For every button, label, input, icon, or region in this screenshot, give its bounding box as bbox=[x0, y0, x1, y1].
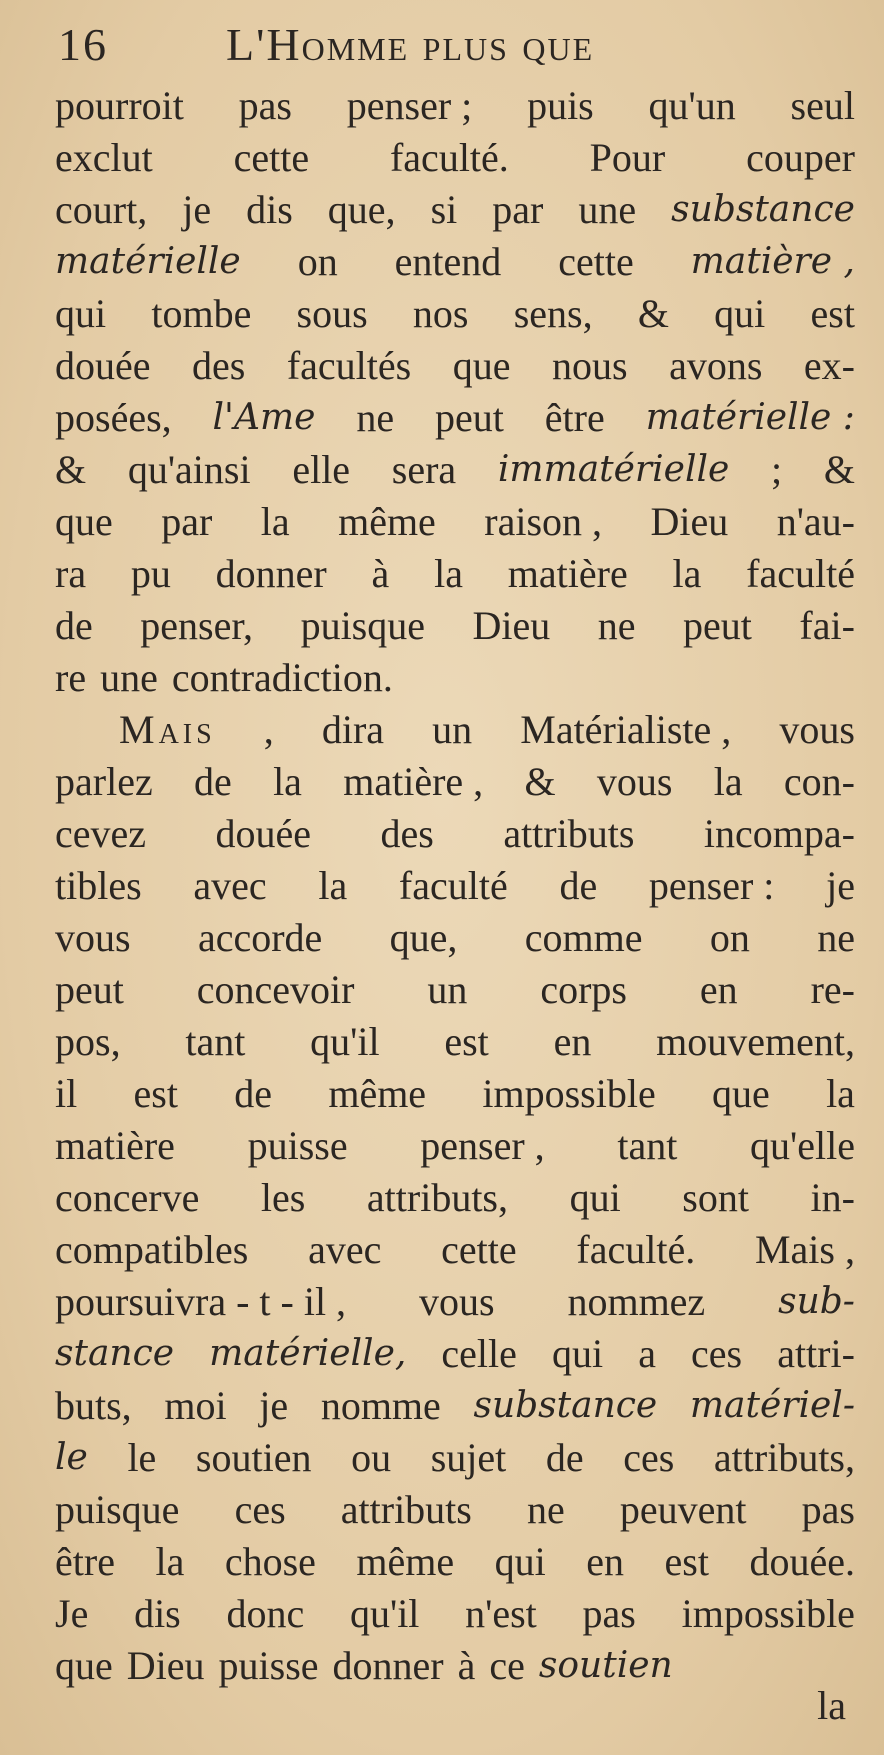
word: soutien bbox=[195, 1435, 312, 1480]
word: puisque bbox=[55, 1487, 180, 1532]
text-line bbox=[55, 860, 855, 912]
text-line bbox=[55, 1224, 855, 1276]
word: qu'il bbox=[310, 1019, 380, 1064]
word: la bbox=[672, 551, 702, 596]
word: cette bbox=[233, 135, 310, 180]
word: avec bbox=[193, 863, 267, 908]
word: est bbox=[810, 291, 855, 336]
word: attributs bbox=[503, 811, 635, 856]
word: qui bbox=[55, 291, 107, 336]
text-line bbox=[55, 444, 855, 496]
word: puis bbox=[527, 83, 594, 128]
text-line bbox=[55, 704, 855, 756]
text-line bbox=[55, 756, 855, 808]
word: fai- bbox=[799, 603, 855, 648]
word: concerve bbox=[55, 1175, 200, 1220]
word: je bbox=[259, 1383, 289, 1428]
text-line bbox=[55, 964, 855, 1016]
word: est bbox=[444, 1019, 489, 1064]
word: concevoir bbox=[196, 967, 355, 1012]
word: la bbox=[826, 1071, 855, 1116]
page-number: 16 bbox=[58, 19, 108, 70]
text-line bbox=[55, 652, 855, 704]
word: & bbox=[524, 759, 556, 804]
word: peuvent bbox=[619, 1487, 747, 1532]
word: faculté bbox=[746, 551, 855, 596]
italic-word: matérielle bbox=[55, 241, 241, 282]
word: douée bbox=[215, 811, 312, 856]
word: Dieu bbox=[126, 1643, 205, 1688]
word: puisque bbox=[300, 603, 425, 648]
word: donner bbox=[215, 551, 327, 596]
word: ; bbox=[771, 447, 783, 492]
word: que bbox=[55, 1643, 113, 1688]
word: les bbox=[260, 1175, 306, 1220]
word: & bbox=[823, 447, 855, 492]
word: vous bbox=[418, 1279, 495, 1324]
word: cevez bbox=[55, 811, 147, 856]
text-line bbox=[55, 1328, 855, 1380]
word: ex- bbox=[803, 343, 855, 388]
text-line bbox=[55, 1380, 855, 1432]
word: attri- bbox=[777, 1331, 855, 1376]
italic-word: sub- bbox=[778, 1281, 855, 1322]
word: qu'ainsi bbox=[127, 447, 251, 492]
word: Dieu bbox=[472, 603, 551, 648]
word: tant bbox=[185, 1019, 246, 1064]
word: même bbox=[338, 499, 436, 544]
word: tombe bbox=[151, 291, 252, 336]
text-line bbox=[55, 236, 855, 288]
text-line bbox=[55, 288, 855, 340]
word: être bbox=[55, 1539, 115, 1584]
word: dira bbox=[321, 707, 385, 752]
word: de bbox=[194, 759, 232, 804]
text-line bbox=[55, 548, 855, 600]
word: qui bbox=[551, 1331, 604, 1376]
word: sens, bbox=[513, 291, 593, 336]
word: nos bbox=[412, 291, 469, 336]
italic-word: stance bbox=[55, 1333, 175, 1374]
word: la bbox=[273, 759, 302, 804]
word: ces bbox=[234, 1487, 286, 1532]
text-line bbox=[55, 80, 855, 132]
word: puisse bbox=[218, 1643, 319, 1688]
word: facultés bbox=[286, 343, 412, 388]
word: a bbox=[638, 1331, 656, 1376]
word: être bbox=[544, 395, 605, 440]
word: donc bbox=[226, 1591, 305, 1636]
italic-word: matérielle : bbox=[645, 397, 855, 438]
word: qu'elle bbox=[750, 1123, 855, 1168]
word: n'au- bbox=[776, 499, 855, 544]
word: attributs bbox=[340, 1487, 472, 1532]
word: est bbox=[133, 1071, 178, 1116]
italic-word: le bbox=[55, 1437, 88, 1478]
word: on bbox=[297, 239, 338, 284]
text-line bbox=[55, 1120, 855, 1172]
text-line bbox=[55, 1640, 855, 1692]
text-line bbox=[55, 1068, 855, 1120]
word: Pour bbox=[589, 135, 666, 180]
word: comme bbox=[524, 915, 643, 960]
word: vous bbox=[55, 915, 131, 960]
word: peut bbox=[434, 395, 504, 440]
word: la bbox=[318, 863, 348, 908]
word: de bbox=[545, 1435, 584, 1480]
word: que bbox=[712, 1071, 770, 1116]
word: attributs, bbox=[713, 1435, 855, 1480]
word: douée bbox=[55, 343, 151, 388]
word: la bbox=[713, 759, 743, 804]
word: faculté. bbox=[389, 135, 509, 180]
text-line bbox=[55, 1536, 855, 1588]
italic-word: matérielle, bbox=[209, 1333, 407, 1374]
italic-word: substance bbox=[671, 189, 855, 230]
word: qui bbox=[494, 1539, 546, 1584]
word: pos, bbox=[55, 1019, 121, 1064]
word: , bbox=[263, 707, 274, 752]
word: est bbox=[664, 1539, 709, 1584]
text-line bbox=[55, 808, 855, 860]
word: accorde bbox=[197, 915, 323, 960]
word: donner bbox=[332, 1643, 444, 1688]
word: que, bbox=[389, 915, 458, 960]
word: re bbox=[55, 655, 87, 700]
word: ces bbox=[623, 1435, 675, 1480]
word: penser : bbox=[648, 863, 775, 908]
word: sous bbox=[296, 291, 368, 336]
word: qui bbox=[714, 291, 766, 336]
word: corps bbox=[540, 967, 627, 1012]
text-line bbox=[55, 340, 855, 392]
word: un bbox=[427, 967, 468, 1012]
word: une bbox=[100, 655, 158, 700]
word: compatibles bbox=[55, 1227, 249, 1272]
word: impossible bbox=[482, 1071, 656, 1116]
word: chose bbox=[224, 1539, 316, 1584]
word: sera bbox=[391, 447, 457, 492]
word: avec bbox=[308, 1227, 382, 1272]
word: re- bbox=[810, 967, 855, 1012]
word: parlez bbox=[55, 759, 153, 804]
word: Dieu bbox=[650, 499, 729, 544]
word: Je bbox=[55, 1591, 89, 1636]
word: celle bbox=[441, 1331, 517, 1376]
word: matière bbox=[55, 1123, 175, 1168]
word: cette bbox=[441, 1227, 517, 1272]
word: si bbox=[430, 187, 458, 232]
word: même bbox=[356, 1539, 455, 1584]
word: ce bbox=[489, 1643, 525, 1688]
word: des bbox=[380, 811, 434, 856]
word: ne bbox=[817, 915, 855, 960]
word: ces bbox=[691, 1331, 743, 1376]
text-line bbox=[55, 600, 855, 652]
word: le bbox=[127, 1435, 157, 1480]
word: nomme bbox=[320, 1383, 441, 1428]
word: la bbox=[434, 551, 463, 596]
word: court, bbox=[55, 187, 148, 232]
text-line bbox=[55, 1172, 855, 1224]
word: de bbox=[234, 1071, 273, 1116]
word: pas bbox=[801, 1487, 855, 1532]
text-line bbox=[55, 1588, 855, 1640]
word: je bbox=[182, 187, 212, 232]
word: on bbox=[709, 915, 750, 960]
word: incompa- bbox=[703, 811, 855, 856]
italic-word: matériel- bbox=[689, 1385, 855, 1426]
word: n'est bbox=[465, 1591, 537, 1636]
word: moi bbox=[164, 1383, 227, 1428]
word: faculté bbox=[398, 863, 508, 908]
word: vous bbox=[596, 759, 673, 804]
word: sont bbox=[682, 1175, 749, 1220]
word: sujet bbox=[430, 1435, 507, 1480]
text-line bbox=[55, 496, 855, 548]
text-line bbox=[55, 392, 855, 444]
text-line bbox=[55, 1276, 855, 1328]
word: en bbox=[699, 967, 738, 1012]
text-line bbox=[55, 132, 855, 184]
word: exclut bbox=[55, 135, 153, 180]
text-line bbox=[55, 912, 855, 964]
word: qu'il bbox=[349, 1591, 420, 1636]
word: vous bbox=[779, 707, 855, 752]
word: par bbox=[161, 499, 213, 544]
catchword: la bbox=[817, 1683, 846, 1728]
word: de bbox=[55, 603, 93, 648]
word: que bbox=[55, 499, 113, 544]
word: ne bbox=[526, 1487, 565, 1532]
word: buts, bbox=[55, 1383, 132, 1428]
italic-word: substance bbox=[473, 1385, 658, 1426]
text-line bbox=[55, 1484, 855, 1536]
word: & bbox=[55, 447, 87, 492]
word: contradiction. bbox=[171, 655, 393, 700]
word: penser , bbox=[420, 1123, 545, 1168]
word: puisse bbox=[247, 1123, 348, 1168]
word: que, bbox=[327, 187, 396, 232]
word: posées, bbox=[55, 395, 172, 440]
word: par bbox=[492, 187, 544, 232]
word: de bbox=[559, 863, 598, 908]
word: à bbox=[457, 1643, 476, 1688]
word: qui bbox=[569, 1175, 621, 1220]
word: Mais , bbox=[754, 1227, 855, 1272]
word: elle bbox=[292, 447, 351, 492]
word: en bbox=[553, 1019, 592, 1064]
italic-word: matière , bbox=[690, 241, 855, 282]
word: Matérialiste , bbox=[520, 707, 732, 752]
text-line bbox=[55, 184, 855, 236]
word: je bbox=[826, 863, 855, 908]
word: Mais bbox=[119, 707, 216, 752]
word: à bbox=[371, 551, 390, 596]
word: couper bbox=[746, 135, 855, 180]
word: un bbox=[432, 707, 473, 752]
word: pu bbox=[130, 551, 171, 596]
word: poursuivra - t - il , bbox=[55, 1279, 347, 1324]
word: cette bbox=[558, 239, 634, 284]
word: que bbox=[452, 343, 511, 388]
word: raison , bbox=[484, 499, 603, 544]
word: la bbox=[155, 1539, 185, 1584]
word: ne bbox=[597, 603, 636, 648]
word: tant bbox=[617, 1123, 678, 1168]
word: penser, bbox=[140, 603, 254, 648]
word: qu'un bbox=[648, 83, 736, 128]
word: ne bbox=[356, 395, 395, 440]
word: in- bbox=[810, 1175, 855, 1220]
word: ou bbox=[351, 1435, 392, 1480]
word: mouvement, bbox=[656, 1019, 855, 1064]
text-line bbox=[55, 1016, 855, 1068]
word: dis bbox=[246, 187, 293, 232]
word: nous bbox=[551, 343, 628, 388]
word: nommez bbox=[567, 1279, 706, 1324]
word: matière , bbox=[343, 759, 484, 804]
word: pas bbox=[582, 1591, 636, 1636]
word: impossible bbox=[681, 1591, 855, 1636]
word: pourroit bbox=[55, 83, 184, 128]
word: tibles bbox=[55, 863, 142, 908]
word: avons bbox=[669, 343, 763, 388]
running-title: L'Homme plus que bbox=[226, 19, 595, 70]
word: peut bbox=[55, 967, 124, 1012]
word: peut bbox=[683, 603, 752, 648]
word: penser ; bbox=[346, 83, 473, 128]
word: pas bbox=[238, 83, 292, 128]
word: dis bbox=[134, 1591, 181, 1636]
italic-word: soutien bbox=[538, 1645, 673, 1686]
word: douée. bbox=[749, 1539, 855, 1584]
word: con- bbox=[783, 759, 855, 804]
word: des bbox=[192, 343, 246, 388]
word: il bbox=[55, 1071, 78, 1116]
word: seul bbox=[790, 83, 855, 128]
word: matière bbox=[507, 551, 628, 596]
page-header bbox=[58, 18, 848, 84]
word: en bbox=[586, 1539, 625, 1584]
word: faculté. bbox=[576, 1227, 696, 1272]
word: attributs, bbox=[366, 1175, 508, 1220]
word: la bbox=[260, 499, 290, 544]
word: ra bbox=[55, 551, 87, 596]
word: & bbox=[637, 291, 669, 336]
text-line bbox=[55, 1432, 855, 1484]
word: une bbox=[578, 187, 637, 232]
italic-word: immatérielle bbox=[497, 449, 730, 490]
word: entend bbox=[394, 239, 502, 284]
italic-word: l'Ame bbox=[212, 397, 316, 438]
word: même bbox=[328, 1071, 427, 1116]
